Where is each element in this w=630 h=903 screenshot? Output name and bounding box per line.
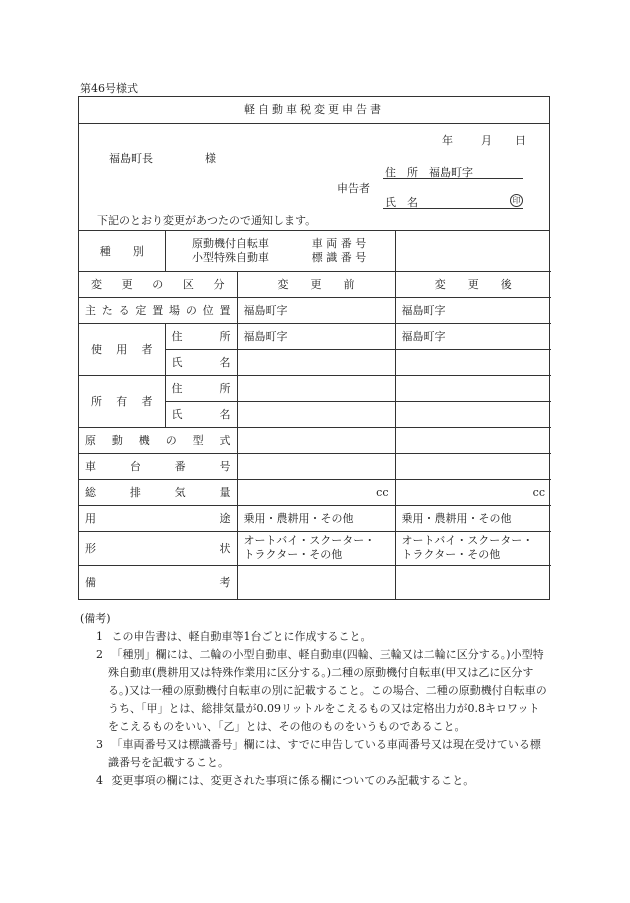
storage-location-row	[79, 297, 551, 323]
owner-address-after[interactable]	[395, 375, 551, 401]
storage-location-after[interactable]: 福島町字	[395, 297, 551, 323]
user-name-before[interactable]	[237, 349, 395, 375]
shape-before-line1: オートバイ・スクーター・	[243, 534, 376, 547]
engine-model-row	[79, 427, 551, 453]
user-name-after[interactable]	[395, 349, 551, 375]
address-field[interactable]: 福島町字	[429, 166, 473, 179]
owner-name-after[interactable]	[395, 401, 551, 427]
user-address-label: 住所	[165, 323, 237, 349]
category-column-header: 変更の区分	[79, 271, 237, 297]
form-header	[79, 124, 549, 231]
vehicle-number-field[interactable]	[395, 231, 551, 271]
shape-before-line2: トラクター・その他	[243, 548, 343, 561]
user-address-after[interactable]: 福島町字	[395, 323, 551, 349]
declaration-form	[78, 96, 550, 600]
remarks-before[interactable]	[237, 565, 395, 599]
notes-section	[80, 610, 550, 790]
vehicle-type-option-special[interactable]: 小型特殊自動車	[192, 250, 269, 264]
storage-location-label: 主たる定置場の位置	[79, 297, 237, 323]
usage-label: 用途	[79, 505, 237, 531]
engine-model-label: 原動機の型式	[79, 427, 237, 453]
after-column-header: 変 更 後	[395, 271, 551, 297]
shape-label: 形状	[79, 531, 237, 565]
note-item: 4 変更事項の欄には、変更された事項に係る欄についてのみ記載すること。	[96, 774, 475, 787]
note-item: 2 「種別」欄には、二輪の小型自動車、軽自動車(四輪、三輪又は二輪に区分する。)小型特殊自動車(農耕用又は特殊作業用に区分する。)二種の原動機付自転車(甲又は乙に区分する。)又は一種の原動機付自転車の別に記載すること。この場合、二種の原動機付自転車のうち、「甲」とは、総排気量が0.09リットルをこえるもの又は定格出力が0.8キロワットをこえるものをいい、「乙」とは、その他のものをいうものであること。	[96, 648, 547, 733]
note-item: 3 「車両番号又は標識番号」欄には、すでに申告している車両番号又は現在受けている標識番号を記載すること。	[96, 738, 541, 769]
usage-before[interactable]: 乗用・農耕用・その他	[237, 505, 395, 531]
owner-name-before[interactable]	[237, 401, 395, 427]
shape-after-line1: オートバイ・スクーター・	[401, 534, 534, 547]
user-address-before[interactable]: 福島町字	[237, 323, 395, 349]
chassis-number-label: 車台番号	[79, 453, 237, 479]
owner-label: 所有者	[79, 375, 165, 427]
engine-model-before[interactable]	[237, 427, 395, 453]
shape-row	[79, 531, 551, 565]
shape-after[interactable]	[395, 531, 551, 565]
sign-number-label: 標 識 番 号	[311, 250, 367, 264]
owner-address-label: 住所	[165, 375, 237, 401]
user-name-label: 氏名	[165, 349, 237, 375]
displacement-row	[79, 479, 551, 505]
remarks-after[interactable]	[395, 565, 551, 599]
owner-name-label: 氏名	[165, 401, 237, 427]
seal-icon: 印	[510, 194, 523, 207]
addressee-honorific: 様	[205, 152, 216, 165]
type-row	[79, 231, 551, 271]
type-label: 種 別	[79, 231, 165, 271]
storage-location-before[interactable]: 福島町字	[237, 297, 395, 323]
vehicle-number-label: 車 両 番 号	[311, 236, 367, 250]
chassis-number-row	[79, 453, 551, 479]
name-label: 氏 名	[385, 196, 418, 209]
form-number: 第46号様式	[80, 82, 138, 95]
displacement-before[interactable]: cc	[237, 479, 395, 505]
date-year[interactable]: 年	[442, 134, 453, 147]
vehicle-type-option-moped[interactable]: 原動機付自転車	[192, 236, 269, 250]
form-grid	[79, 231, 551, 599]
notice-text: 下記のとおり変更があつたので通知します。	[97, 214, 317, 227]
note-item: 1 この申告書は、軽自動車等1台ごとに作成すること。	[96, 630, 372, 643]
addressee: 福島町長	[109, 152, 153, 165]
owner-address-row	[79, 375, 551, 401]
address-underline	[383, 178, 523, 179]
remarks-label: 備考	[79, 565, 237, 599]
date-day[interactable]: 日	[515, 134, 526, 147]
chassis-number-before[interactable]	[237, 453, 395, 479]
displacement-label: 総排気量	[79, 479, 237, 505]
user-label: 使用者	[79, 323, 165, 375]
shape-before[interactable]	[237, 531, 395, 565]
usage-after[interactable]: 乗用・農耕用・その他	[395, 505, 551, 531]
usage-row	[79, 505, 551, 531]
form-title: 軽自動車税変更申告書	[79, 97, 549, 124]
before-column-header: 変 更 前	[237, 271, 395, 297]
shape-after-line2: トラクター・その他	[401, 548, 501, 561]
remarks-row	[79, 565, 551, 599]
notes-heading: (備考)	[80, 612, 111, 625]
chassis-number-after[interactable]	[395, 453, 551, 479]
declarant-label: 申告者	[337, 182, 370, 195]
user-address-row	[79, 323, 551, 349]
owner-address-before[interactable]	[237, 375, 395, 401]
displacement-after[interactable]: cc	[395, 479, 551, 505]
date-month[interactable]: 月	[481, 134, 492, 147]
name-field[interactable]	[383, 208, 523, 209]
engine-model-after[interactable]	[395, 427, 551, 453]
address-label: 住 所	[385, 166, 418, 179]
vehicle-type-cell	[165, 231, 395, 271]
column-header-row	[79, 271, 551, 297]
